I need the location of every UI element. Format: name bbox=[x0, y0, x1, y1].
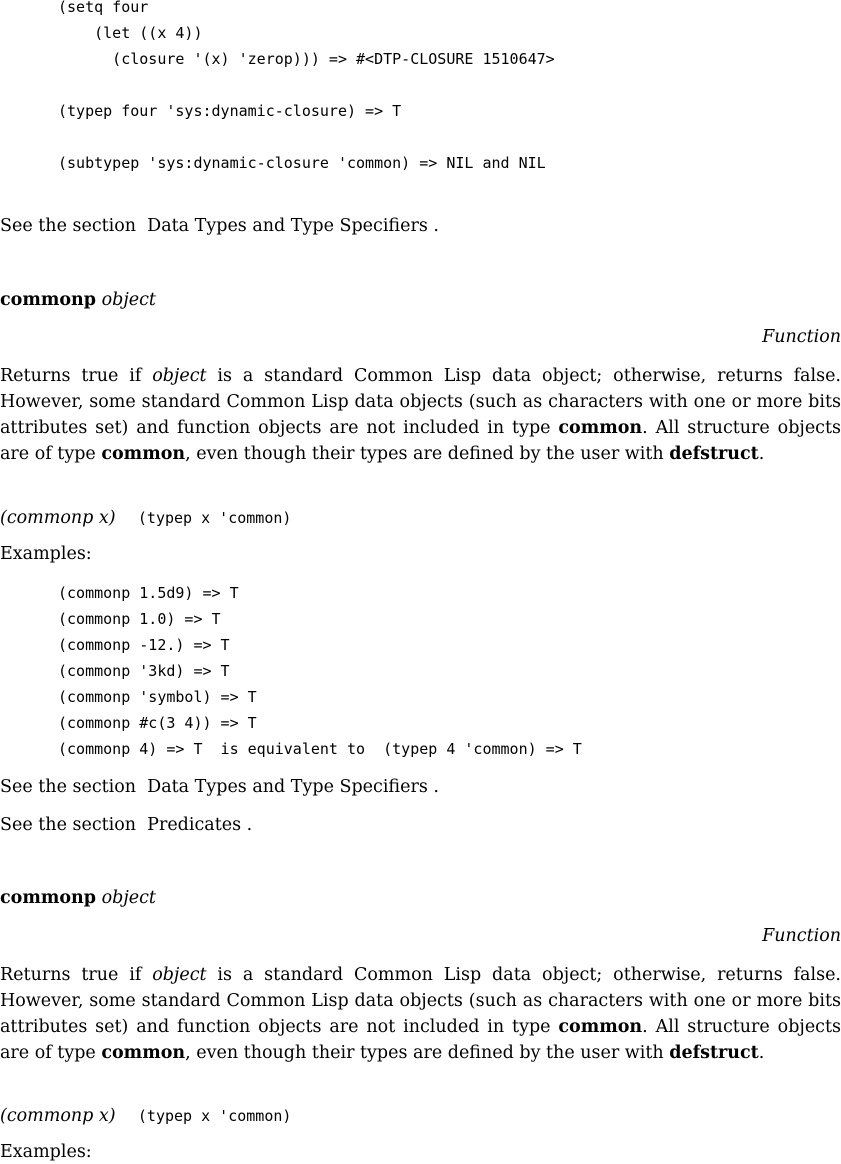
equivalence-line: (commonp x) (typep x 'common) bbox=[0, 508, 292, 528]
see-also-data-types: See the section Data Types and Type Specifiers . bbox=[0, 216, 439, 236]
function-arg: object bbox=[101, 290, 156, 310]
example-line: (commonp #c(3 4)) => T bbox=[58, 714, 257, 732]
function-name: commonp bbox=[0, 888, 96, 908]
example-line: (commonp -12.) => T bbox=[58, 636, 230, 654]
examples-label: Examples: bbox=[0, 544, 92, 564]
example-line: (commonp 1.5d9) => T bbox=[58, 584, 239, 602]
code-line: (subtypep 'sys:dynamic-closure 'common) => NIL and NIL bbox=[58, 154, 546, 172]
entry-kind: Function bbox=[762, 926, 841, 946]
code-line: (setq four bbox=[58, 0, 149, 16]
see-also-data-types: See the section Data Types and Type Specifiers . bbox=[0, 777, 439, 797]
entry-heading bbox=[0, 290, 156, 310]
examples-label: Examples: bbox=[0, 1142, 92, 1162]
entry-heading bbox=[0, 888, 156, 908]
equivalence-line: (commonp x) (typep x 'common) bbox=[0, 1106, 292, 1126]
code-line: (typep four 'sys:dynamic-closure) => T bbox=[58, 102, 402, 120]
see-also-predicates: See the section Predicates . bbox=[0, 815, 253, 835]
entry-description: Returns true if object is a standard Common Lisp data object; otherwise, returns false. However, some standard Common Lisp data objects (such as characters with one or more bits attributes set) and function objects are not included in type common. All structure objects are of type common, even though their types are defined by the user with defstruct. bbox=[0, 965, 841, 1063]
example-line: (commonp 1.0) => T bbox=[58, 610, 221, 628]
entry-kind: Function bbox=[762, 327, 841, 347]
entry-description: Returns true if object is a standard Common Lisp data object; otherwise, returns false. However, some standard Common Lisp data objects (such as characters with one or more bits attributes set) and function objects are not included in type common. All structure objects are of type common, even though their types are defined by the user with defstruct. bbox=[0, 366, 841, 464]
code-line: (closure '(x) 'zerop))) => #<DTP-CLOSURE 1510647> bbox=[58, 50, 555, 68]
example-line: (commonp 4) => T is equivalent to (typep 4 'common) => T bbox=[58, 740, 582, 758]
code-line: (let ((x 4)) bbox=[58, 24, 203, 42]
example-line: (commonp '3kd) => T bbox=[58, 662, 230, 680]
example-line: (commonp 'symbol) => T bbox=[58, 688, 257, 706]
function-name: commonp bbox=[0, 290, 96, 310]
function-arg: object bbox=[101, 888, 156, 908]
